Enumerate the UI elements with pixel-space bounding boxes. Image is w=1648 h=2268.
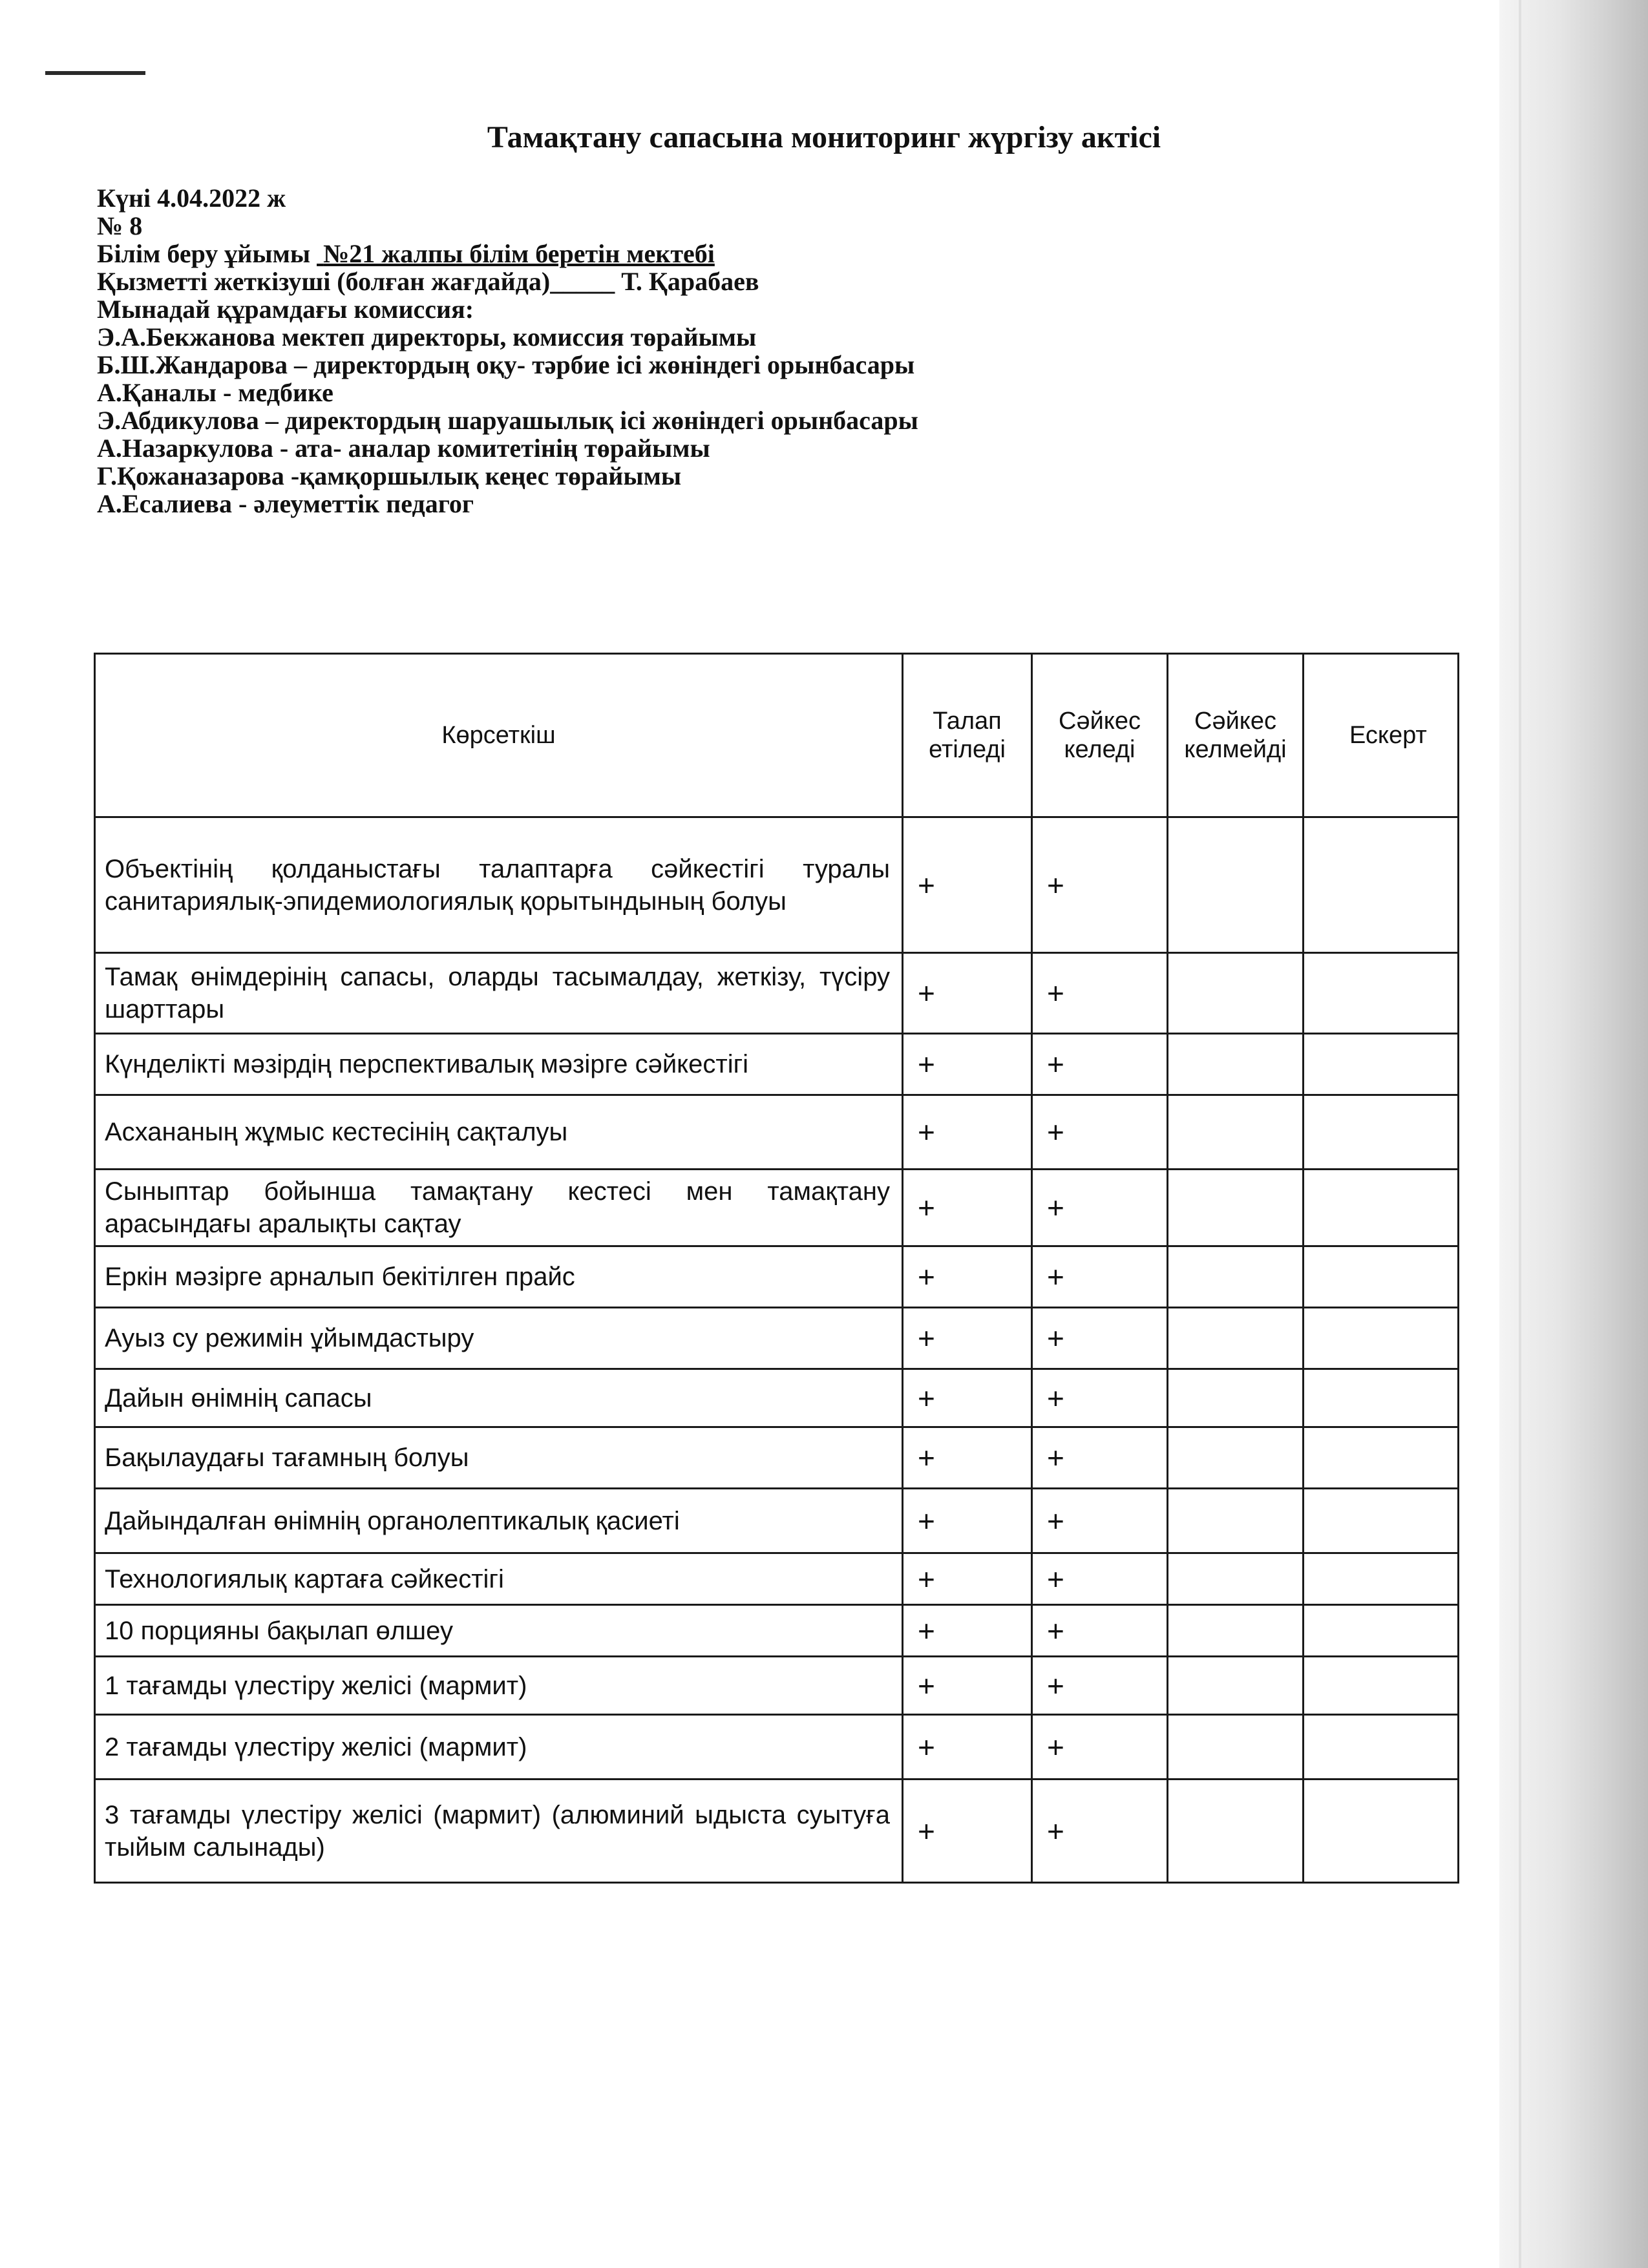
- indicator-cell: 1 тағамды үлестіру желісі (мармит): [95, 1657, 903, 1715]
- commission-member: А.Назаркулова - ата- аналар комитетінің төрайымы: [97, 434, 710, 463]
- indicator-cell: 3 тағамды үлестіру желісі (мармит) (алюминий ыдыста суытуға тыйым салынады): [95, 1780, 903, 1883]
- table-row: [95, 953, 1459, 1034]
- required-cell: +: [903, 953, 1032, 1034]
- date-line: Күні 4.04.2022 ж: [97, 184, 286, 213]
- table-row: [95, 1034, 1459, 1095]
- table-row: [95, 1308, 1459, 1369]
- not-compliant-cell: [1168, 1308, 1304, 1369]
- compliant-cell: +: [1032, 1715, 1168, 1780]
- required-cell: +: [903, 1553, 1032, 1605]
- indicator-cell: Бақылаудағы тағамның болуы: [95, 1427, 903, 1489]
- table-row: [95, 1489, 1459, 1553]
- note-cell: [1304, 1489, 1459, 1553]
- indicator-cell: Технологиялық картаға сәйкестігі: [95, 1553, 903, 1605]
- indicator-cell: Асхананың жұмыс кестесінің сақталуы: [95, 1095, 903, 1170]
- compliant-cell: +: [1032, 1369, 1168, 1427]
- commission-member: Г.Қожаназарова -қамқоршылық кеңес төрайымы: [97, 461, 682, 490]
- not-compliant-cell: [1168, 1657, 1304, 1715]
- note-cell: [1304, 1034, 1459, 1095]
- table-header-row: [95, 654, 1459, 817]
- commission-label: Мынадай құрамдағы комиссия:: [97, 295, 474, 324]
- commission-member: Э.Абдикулова – директордың шаруашылық ісі жөніндегі орынбасары: [97, 406, 918, 435]
- indicator-cell: Еркін мәзірге арналып бекітілген прайс: [95, 1246, 903, 1308]
- not-compliant-cell: [1168, 1715, 1304, 1780]
- table-row: [95, 1657, 1459, 1715]
- note-cell: [1304, 1715, 1459, 1780]
- compliant-cell: +: [1032, 1780, 1168, 1883]
- table-row: [95, 1715, 1459, 1780]
- required-cell: +: [903, 1308, 1032, 1369]
- number-line: № 8: [97, 211, 143, 240]
- supplier-value: Т. Қарабаев: [621, 267, 759, 296]
- not-compliant-cell: [1168, 1095, 1304, 1170]
- table-row: [95, 1605, 1459, 1657]
- table-row: [95, 1246, 1459, 1308]
- required-cell: +: [903, 817, 1032, 953]
- header-note: Ескерт: [1304, 654, 1459, 817]
- compliant-cell: +: [1032, 953, 1168, 1034]
- required-cell: +: [903, 1427, 1032, 1489]
- compliant-cell: +: [1032, 1427, 1168, 1489]
- required-cell: +: [903, 1095, 1032, 1170]
- compliant-cell: +: [1032, 1246, 1168, 1308]
- page-edge-shadow: [1499, 0, 1648, 2268]
- compliant-cell: +: [1032, 1034, 1168, 1095]
- required-cell: +: [903, 1657, 1032, 1715]
- organization-line: [97, 240, 918, 268]
- commission-member: А.Есалиева - әлеуметтік педагог: [97, 489, 474, 518]
- commission-member: Э.А.Бекжанова мектеп директоры, комиссия төрайымы: [97, 322, 757, 352]
- required-cell: +: [903, 1715, 1032, 1780]
- indicator-cell: Күнделікті мәзірдің перспективалық мәзірге сәйкестігі: [95, 1034, 903, 1095]
- not-compliant-cell: [1168, 817, 1304, 953]
- indicator-cell: Дайындалған өнімнің органолептикалық қасиеті: [95, 1489, 903, 1553]
- monitoring-table: [94, 653, 1459, 1884]
- header-required: Талап етіледі: [903, 654, 1032, 817]
- note-cell: [1304, 1780, 1459, 1883]
- note-cell: [1304, 817, 1459, 953]
- not-compliant-cell: [1168, 1553, 1304, 1605]
- compliant-cell: +: [1032, 1170, 1168, 1246]
- indicator-cell: Дайын өнімнің сапасы: [95, 1369, 903, 1427]
- supplier-label: Қызметті жеткізуші (болған жағдайда)_____: [97, 267, 615, 296]
- organization-value: №21 жалпы білім беретін мектебі: [323, 239, 715, 268]
- indicator-cell: Сыныптар бойынша тамақтану кестесі мен тамақтану арасындағы аралықты сақтау: [95, 1170, 903, 1246]
- indicator-cell: Ауыз су режимін ұйымдастыру: [95, 1308, 903, 1369]
- not-compliant-cell: [1168, 1034, 1304, 1095]
- indicator-cell: Объектінің қолданыстағы талаптарға сәйкестігі туралы санитариялық-эпидемиологиялық қорытындының болуы: [95, 817, 903, 953]
- commission-member: Б.Ш.Жандарова – директордың оқу- тәрбие ісі жөніндегі орынбасары: [97, 350, 915, 379]
- table-row: [95, 817, 1459, 953]
- table-row: [95, 1170, 1459, 1246]
- required-cell: +: [903, 1034, 1032, 1095]
- note-cell: [1304, 1170, 1459, 1246]
- table-row: [95, 1095, 1459, 1170]
- required-cell: +: [903, 1489, 1032, 1553]
- compliant-cell: +: [1032, 1095, 1168, 1170]
- required-cell: +: [903, 1170, 1032, 1246]
- note-cell: [1304, 1657, 1459, 1715]
- note-cell: [1304, 1605, 1459, 1657]
- required-cell: +: [903, 1605, 1032, 1657]
- corner-mark: [45, 71, 145, 75]
- table-row: [95, 1780, 1459, 1883]
- table-row: [95, 1369, 1459, 1427]
- not-compliant-cell: [1168, 1369, 1304, 1427]
- required-cell: +: [903, 1369, 1032, 1427]
- header-compliant: Сәйкес келеді: [1032, 654, 1168, 817]
- indicator-cell: 2 тағамды үлестіру желісі (мармит): [95, 1715, 903, 1780]
- note-cell: [1304, 1308, 1459, 1369]
- indicator-cell: 10 порцияны бақылап өлшеу: [95, 1605, 903, 1657]
- indicator-cell: Тамақ өнімдерінің сапасы, оларды тасымалдау, жеткізу, түсіру шарттары: [95, 953, 903, 1034]
- note-cell: [1304, 1553, 1459, 1605]
- organization-label: Білім беру ұйымы: [97, 239, 311, 268]
- note-cell: [1304, 953, 1459, 1034]
- not-compliant-cell: [1168, 1489, 1304, 1553]
- commission-member: А.Қаналы - медбике: [97, 378, 333, 407]
- compliant-cell: +: [1032, 1553, 1168, 1605]
- required-cell: +: [903, 1246, 1032, 1308]
- not-compliant-cell: [1168, 1780, 1304, 1883]
- header-indicator: Көрсеткіш: [95, 654, 903, 817]
- supplier-line: [97, 268, 918, 295]
- not-compliant-cell: [1168, 1427, 1304, 1489]
- not-compliant-cell: [1168, 1605, 1304, 1657]
- table-row: [95, 1553, 1459, 1605]
- document-header: [97, 184, 918, 518]
- not-compliant-cell: [1168, 953, 1304, 1034]
- required-cell: +: [903, 1780, 1032, 1883]
- note-cell: [1304, 1095, 1459, 1170]
- table-row: [95, 1427, 1459, 1489]
- compliant-cell: +: [1032, 817, 1168, 953]
- compliant-cell: +: [1032, 1657, 1168, 1715]
- not-compliant-cell: [1168, 1170, 1304, 1246]
- compliant-cell: +: [1032, 1605, 1168, 1657]
- compliant-cell: +: [1032, 1489, 1168, 1553]
- header-not-compliant: Сәйкес келмейді: [1168, 654, 1304, 817]
- note-cell: [1304, 1369, 1459, 1427]
- compliant-cell: +: [1032, 1308, 1168, 1369]
- not-compliant-cell: [1168, 1246, 1304, 1308]
- document-title: Тамақтану сапасына мониторинг жүргізу актісі: [487, 120, 1161, 154]
- note-cell: [1304, 1246, 1459, 1308]
- note-cell: [1304, 1427, 1459, 1489]
